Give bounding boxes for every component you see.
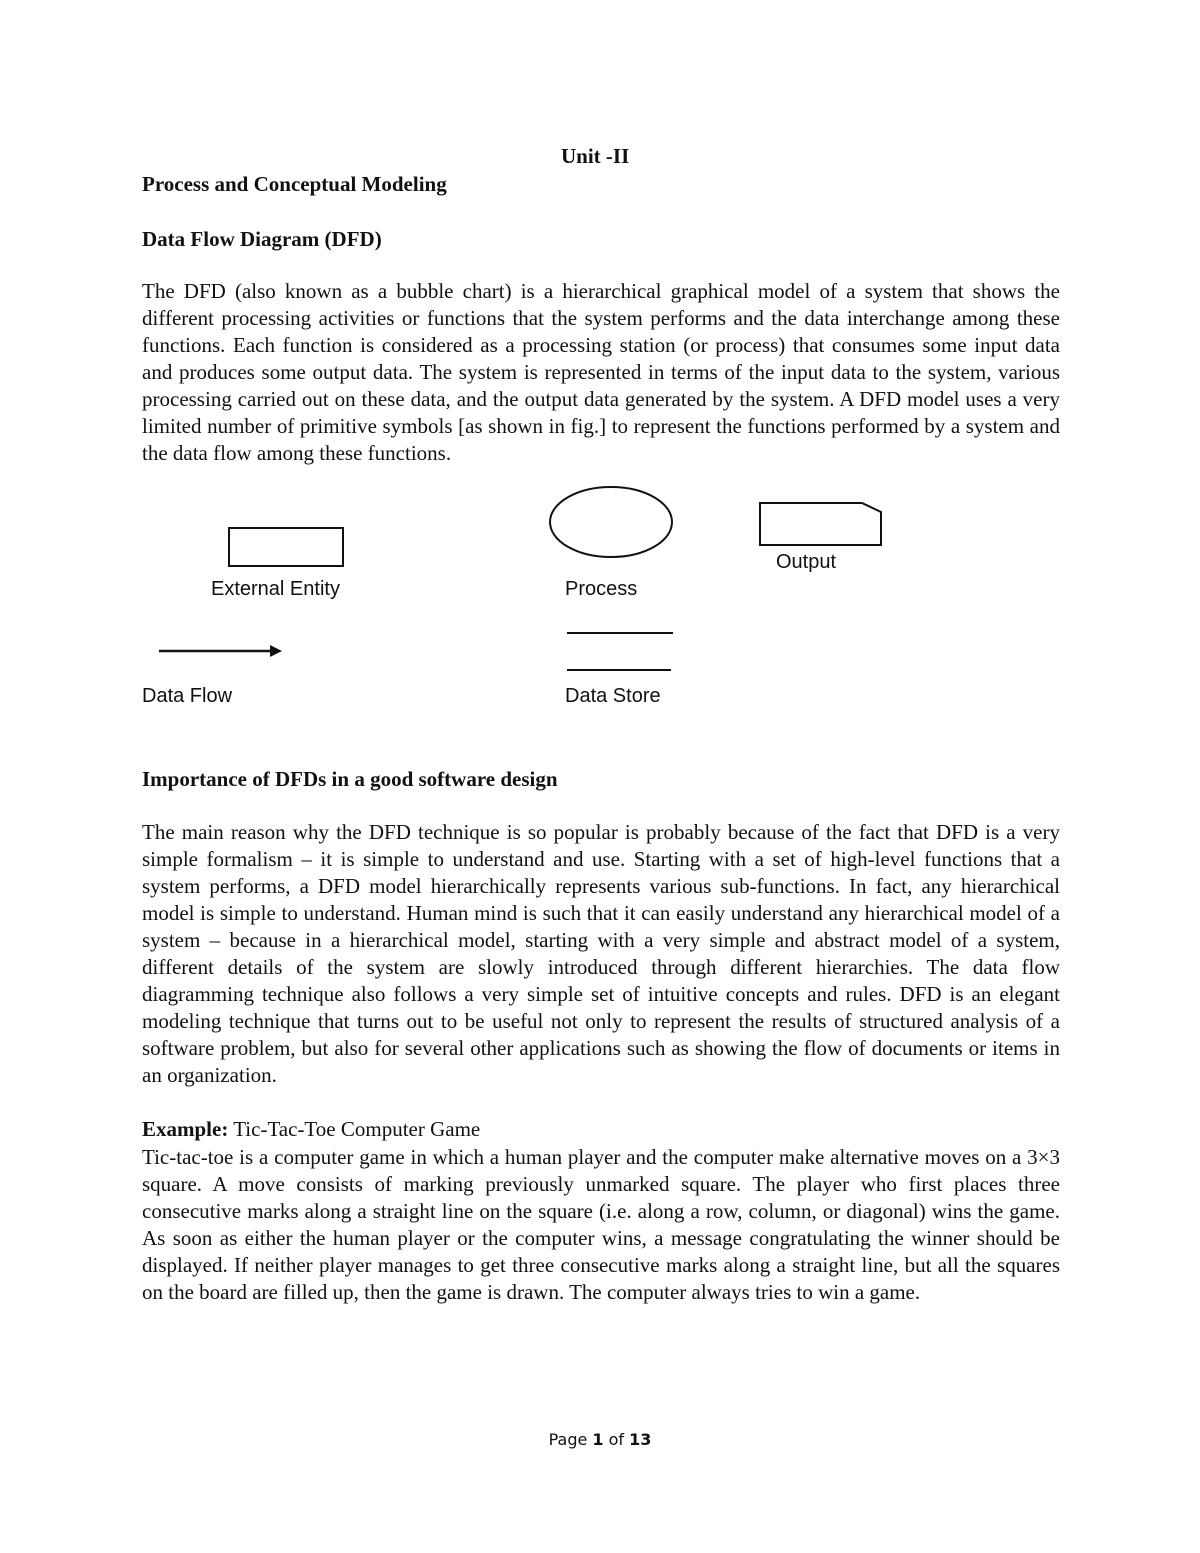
dfd-heading: Data Flow Diagram (DFD)	[142, 227, 382, 251]
importance-heading: Importance of DFDs in a good software design	[142, 767, 558, 791]
process-label: Process	[565, 578, 638, 600]
example-paragraph: Tic-tac-toe is a computer game in which a human player and the computer make alternative moves on a 3×3 square. A move consists of marking previously unmarked square. The player who first places three consecutive marks along a straight line on the square (i.e. along a row, column, or diagonal) wins the game. As soon as either the human player or the computer wins, a message congratulating the winner should be displayed. If neither player manages to get three consecutive marks along a straight line, but all the squares on the board are filled up, then the game is drawn. The computer always tries to win a game.	[142, 1145, 1060, 1304]
data-store-symbol	[566, 630, 676, 674]
dfd-paragraph: The DFD (also known as a bubble chart) is a hierarchical graphical model of a system that shows the different processing activities or functions that the system performs and the data interchange among these functions. Each function is considered as a processing station (or process) that consumes some input data and produces some output data. The system is represented in terms of the input data to the system, various processing carried out on these data, and the output data generated by the system. A DFD model uses a very limited number of primitive symbols [as shown in fig.] to represent the functions performed by a system and the data flow among these functions.	[142, 279, 1060, 465]
data-flow-arrow-icon	[158, 643, 286, 661]
output-label: Output	[776, 551, 837, 573]
external-entity-symbol	[228, 527, 346, 569]
page-label: Page	[548, 1430, 588, 1449]
process-symbol	[548, 486, 676, 560]
page-of-label: of	[608, 1430, 625, 1449]
page-footer	[0, 1430, 1200, 1449]
importance-paragraph: The main reason why the DFD technique is so popular is probably because of the fact that DFD is a very simple formalism – it is simple to understand and use. Starting with a set of high-level functions that a system performs, a DFD model hierarchically represents various sub-functions. In fact, any hierarchical model is simple to understand. Human mind is such that it can easily understand any hierarchical model of a system – because in a hierarchical model, starting with a very simple and abstract model of a system, different details of the system are slowly introduced through different hierarchies. The data flow diagramming technique also follows a very simple set of intuitive concepts and rules. DFD is an elegant modeling technique that turns out to be useful not only to represent the results of structured analysis of a software problem, but also for several other applications such as showing the flow of documents or items in an organization.	[142, 820, 1060, 1087]
data-store-label: Data Store	[565, 685, 661, 707]
page-current: 1	[592, 1430, 604, 1449]
external-entity-label: External Entity	[211, 578, 340, 600]
data-flow-label: Data Flow	[142, 685, 233, 707]
page-total: 13	[629, 1430, 652, 1449]
example-title: Tic-Tac-Toe Computer Game	[233, 1117, 481, 1141]
example-label: Example:	[142, 1117, 229, 1141]
section-title: Process and Conceptual Modeling	[142, 172, 447, 196]
output-symbol	[759, 502, 885, 548]
example-heading	[142, 1117, 480, 1142]
unit-title: Unit -II	[561, 144, 630, 168]
